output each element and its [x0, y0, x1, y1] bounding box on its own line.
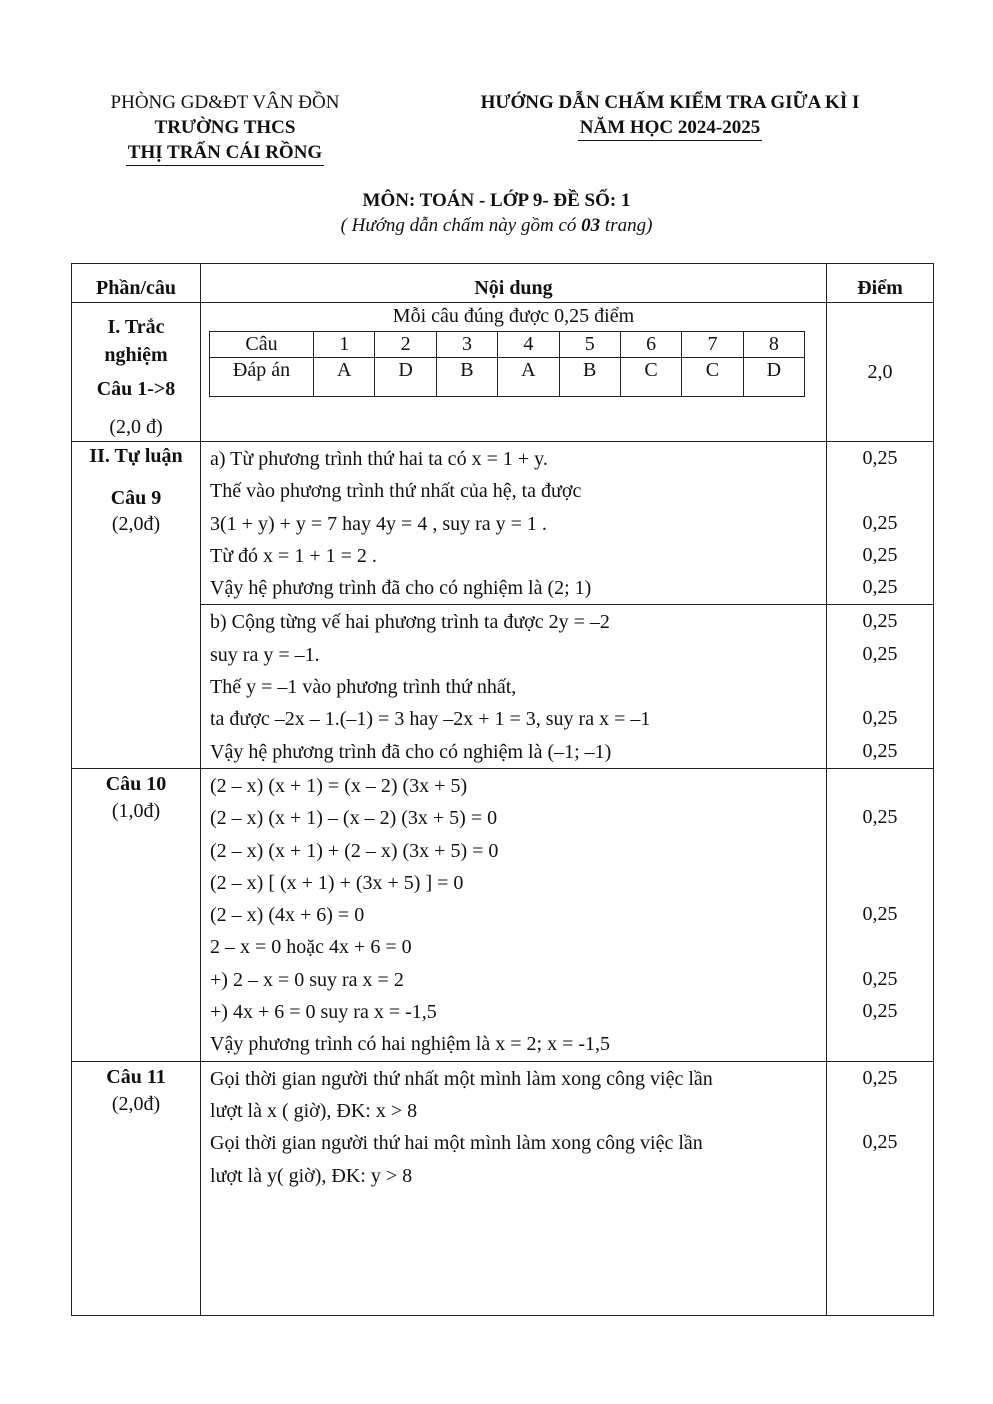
content-line: b) Cộng từng vế hai phương trình ta được 2y = –2	[210, 611, 610, 634]
q10-lines	[201, 769, 826, 1061]
score-value: 0,25	[862, 610, 898, 633]
content-line: ta được –2x – 1.(–1) = 3 hay –2x + 1 = 3, suy ra x = –1	[210, 708, 651, 731]
score-value: 0,25	[862, 1000, 898, 1023]
subject-title: MÔN: TOÁN - LỚP 9- ĐỀ SỐ: 1	[362, 190, 631, 211]
part1-score: 2,0	[827, 303, 934, 442]
table-row	[72, 442, 934, 605]
q9a-lines	[201, 442, 826, 604]
q9a-content	[201, 442, 827, 605]
table-row	[72, 768, 934, 1061]
header-score: Điểm	[827, 264, 934, 303]
score-value	[827, 930, 933, 962]
content-line: Gọi thời gian người thứ hai một mình làm xong công việc lần	[210, 1132, 703, 1155]
q11-scores	[827, 1061, 934, 1315]
part1-intro: Mỗi câu đúng được 0,25 điểm	[392, 305, 635, 327]
table-row	[72, 605, 934, 768]
content-line: lượt là x ( giờ), ĐK: x > 8	[210, 1099, 418, 1122]
school-header	[70, 90, 380, 166]
content-line: Gọi thời gian người thứ nhất một mình làm xong công việc lần	[210, 1067, 713, 1090]
department-name: PHÒNG GD&ĐT VÂN ĐỒN	[110, 92, 340, 113]
score-value	[827, 670, 933, 702]
q10-label: Câu 10 (1,0đ)	[72, 768, 201, 1061]
content-line: (2 – x) (x + 1) + (2 – x) (3x + 5) = 0	[210, 839, 499, 862]
q10-scores	[827, 768, 934, 1061]
q9-label: II. Tự luận Câu 9 (2,0đ)	[72, 442, 201, 769]
score-value: 0,25	[862, 511, 898, 534]
content-line: 2 – x = 0 hoặc 4x + 6 = 0	[210, 936, 412, 959]
score-value	[827, 1027, 933, 1059]
score-value: 0,25	[862, 707, 898, 730]
content-line: (2 – x) (x + 1) = (x – 2) (3x + 5)	[210, 774, 468, 797]
q9b-content	[201, 605, 827, 768]
answer-row: Đáp án A D B A B C C D	[210, 358, 805, 397]
table-header-row	[72, 264, 934, 303]
content-line: (2 – x) (x + 1) – (x – 2) (3x + 5) = 0	[210, 807, 498, 830]
q11-content	[201, 1061, 827, 1315]
school-year: NĂM HỌC 2024-2025	[578, 115, 762, 141]
content-line: Vậy hệ phương trình đã cho có nghiệm là (–1; –1)	[210, 740, 612, 763]
content-line: Vậy phương trình có hai nghiệm là x = 2; x = -1,5	[210, 1033, 611, 1056]
score-value: 0,25	[862, 903, 898, 926]
question-row: Câu 1 2 3 4 5 6 7 8	[210, 332, 805, 358]
content-line: Vậy hệ phương trình đã cho có nghiệm là (2; 1)	[210, 577, 592, 600]
content-line: suy ra y = –1.	[210, 643, 320, 666]
q11-lines	[201, 1062, 826, 1192]
school-name-line1: TRƯỜNG THCS	[154, 117, 296, 138]
table-row	[72, 303, 934, 442]
header-content: Nội dung	[201, 264, 827, 303]
table-row	[72, 1061, 934, 1315]
content-line: 3(1 + y) + y = 7 hay 4y = 4 , suy ra y = 1 .	[210, 512, 547, 535]
score-value	[827, 474, 933, 506]
content-line: +) 4x + 6 = 0 suy ra x = -1,5	[210, 1001, 437, 1024]
header-part: Phần/câu	[72, 264, 201, 303]
content-line: +) 2 – x = 0 suy ra x = 2	[210, 968, 404, 991]
score-value: 0,25	[862, 642, 898, 665]
part1-content	[201, 303, 827, 442]
score-value	[827, 769, 933, 801]
document-title: HƯỚNG DẪN CHẤM KIỂM TRA GIỮA KÌ I	[480, 92, 860, 113]
score-value: 0,25	[862, 1066, 898, 1089]
score-value: 0,25	[862, 1131, 898, 1154]
content-line: Thế vào phương trình thứ nhất của hệ, ta được	[210, 480, 582, 503]
q11-label: Câu 11 (2,0đ)	[72, 1061, 201, 1315]
answer-key-table	[209, 331, 805, 397]
content-line: (2 – x) [ (x + 1) + (3x + 5) ] = 0	[210, 871, 464, 894]
content-line: Thế y = –1 vào phương trình thứ nhất,	[210, 676, 517, 699]
page-count-note: ( Hướng dẫn chấm này gồm có 03 trang)	[340, 215, 653, 236]
score-value: 0,25	[862, 576, 898, 599]
q9b-lines	[201, 605, 826, 767]
score-value	[827, 866, 933, 898]
q9a-scores	[827, 442, 934, 605]
school-name-line2: THỊ TRẤN CÁI RỒNG	[126, 140, 324, 166]
score-value: 0,25	[862, 739, 898, 762]
q9b-scores	[827, 605, 934, 768]
score-value: 0,25	[862, 967, 898, 990]
part1-label: I. Trắc nghiệm Câu 1->8 (2,0 đ)	[72, 303, 201, 442]
score-value: 0,25	[862, 543, 898, 566]
score-value	[827, 834, 933, 866]
score-value	[827, 1094, 933, 1126]
content-line: (2 – x) (4x + 6) = 0	[210, 904, 365, 927]
content-line: Từ đó x = 1 + 1 = 2 .	[210, 544, 377, 567]
content-line: lượt là y( giờ), ĐK: y > 8	[210, 1164, 413, 1187]
q10-content	[201, 768, 827, 1061]
score-value	[827, 1159, 933, 1191]
score-value: 0,25	[862, 806, 898, 829]
grading-table	[71, 263, 934, 1316]
content-line: a) Từ phương trình thứ hai ta có x = 1 + y.	[210, 448, 548, 470]
document-header	[430, 90, 910, 141]
score-value: 0,25	[862, 447, 898, 469]
